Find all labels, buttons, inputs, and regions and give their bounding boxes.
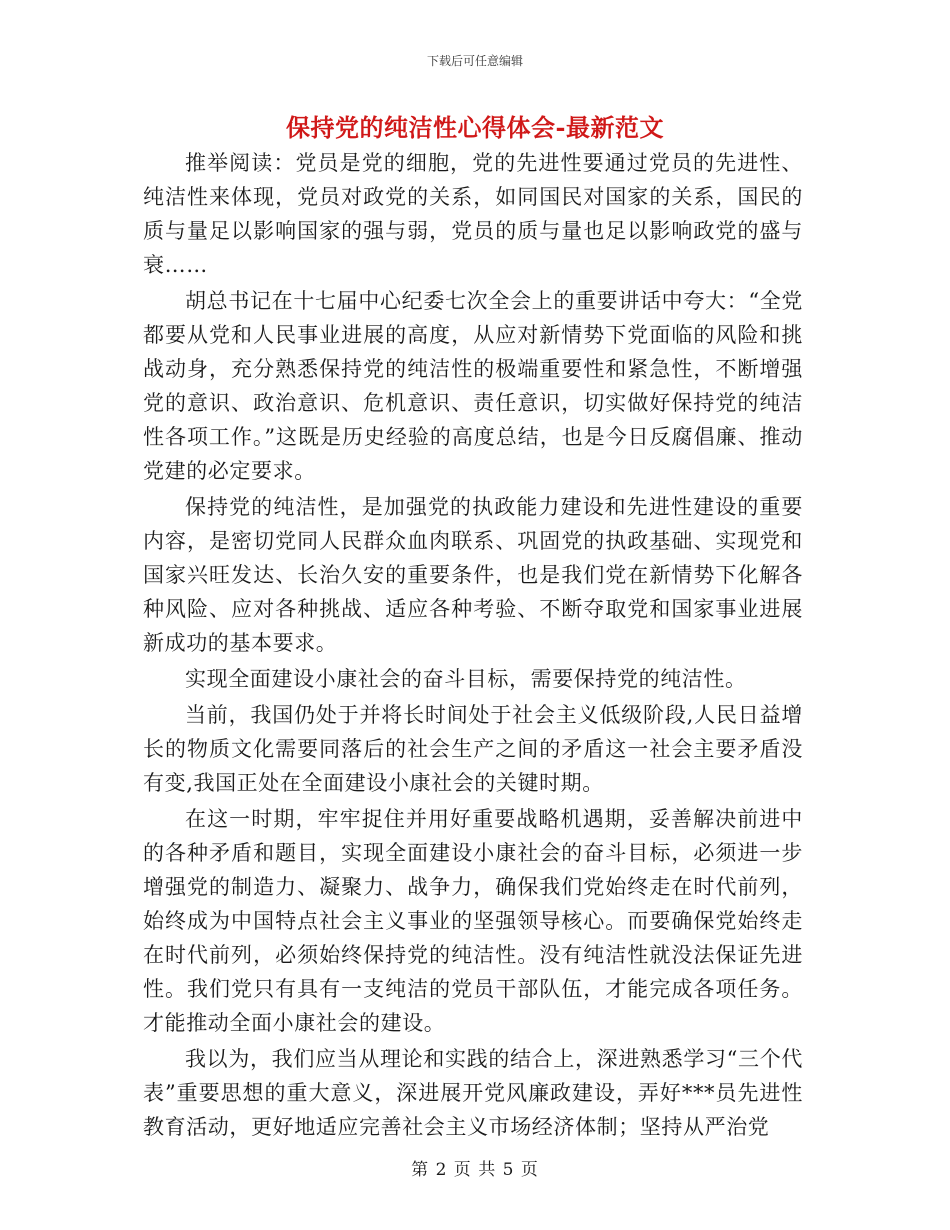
- page-number: 第 2 页 共 5 页: [411, 1160, 539, 1180]
- document-body: [143, 146, 803, 1146]
- paragraph-1: 推举阅读：党员是党的细胞，党的先进性要通过党员的先进性、纯洁性来体现，党员对政党的关系，如同国民对国家的关系，国民的质与量足以影响国家的强与弱，党员的质与量也足以影响政党的盛与衰……: [143, 151, 803, 277]
- paragraph-3: 保持党的纯洁性，是加强党的执政能力建设和先进性建设的重要内容，是密切党同人民群众血肉联系、巩固党的执政基础、实现党和国家兴旺发达、长治久安的重要条件，也是我们党在新情势下化解各种风险、应对各种挑战、适应各种考验、不断夺取党和国家事业进展新成功的基本要求。: [143, 495, 803, 655]
- paragraph-7: 我以为，我们应当从理论和实践的结合上，深进熟悉学习“三个代表”重要思想的重大意义，深进展开党风廉政建设，弄好***员先进性教育活动，更好地适应完善社会主义市场经济体制；坚持从严治党: [143, 1047, 803, 1139]
- paragraph-4: 实现全面建设小康社会的奋斗目标，需要保持党的纯洁性。: [185, 667, 747, 691]
- paragraph-2: 胡总书记在十七届中心纪委七次全会上的重要讲话中夸大：“全党都要从党和人民事业进展的高度，从应对新情势下党面临的风险和挑战动身，充分熟悉保持党的纯洁性的极端重要性和紧急性，不断增强党的意识、政治意识、危机意识、责任意识，切实做好保持党的纯洁性各项工作。”这既是历史经验的高度总结，也是今日反腐倡廉、推动党建的必定要求。: [143, 289, 803, 483]
- paragraph-5: 当前，我国仍处于并将长时间处于社会主义低级阶段,人民日益增长的物质文化需要同落后的社会生产之间的矛盾这一社会主要矛盾没有变,我国正处在全面建设小康社会的关键时期。: [143, 703, 803, 795]
- document-title: 保持党的纯洁性心得体会-最新范文: [286, 113, 664, 142]
- header-note: 下载后可任意编辑: [426, 54, 523, 68]
- paragraph-6: 在这一时期，牢牢捉住并用好重要战略机遇期，妥善解决前进中的各种矛盾和题目，实现全面建设小康社会的奋斗目标，必须进一步增强党的制造力、凝聚力、战争力，确保我们党始终走在时代前列，始终成为中国特点社会主义事业的坚强领导核心。而要确保党始终走在时代前列，必须始终保持党的纯洁性。没有纯洁性就没法保证先进性。我们党只有具有一支纯洁的党员干部队伍，才能完成各项任务。才能推动全面小康社会的建设。: [143, 807, 803, 1035]
